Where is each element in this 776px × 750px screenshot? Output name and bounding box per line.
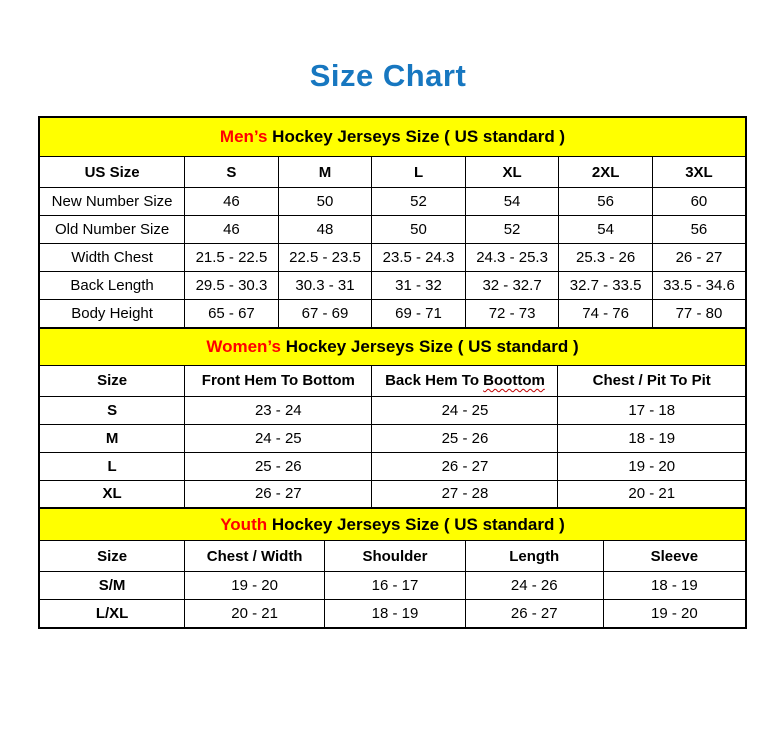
mens-size-value: 74 - 76 bbox=[559, 300, 653, 328]
mens-size-value: 48 bbox=[278, 216, 372, 244]
womens-section-title bbox=[39, 328, 746, 366]
womens-row-label: S bbox=[39, 396, 185, 424]
mens-size-value: 25.3 - 26 bbox=[559, 244, 653, 272]
youth-column-header: Shoulder bbox=[325, 541, 466, 572]
mens-section-title-rest: Hockey Jerseys Size ( US standard ) bbox=[267, 127, 566, 146]
youth-size-value: 19 - 20 bbox=[603, 600, 746, 628]
mens-column-header: 2XL bbox=[559, 157, 653, 188]
womens-size-value: 18 - 19 bbox=[558, 424, 746, 452]
mens-size-value: 21.5 - 22.5 bbox=[185, 244, 279, 272]
mens-size-value: 67 - 69 bbox=[278, 300, 372, 328]
mens-row-label: Body Height bbox=[39, 300, 185, 328]
mens-row-label: Old Number Size bbox=[39, 216, 185, 244]
mens-section-title-highlight: Men’s bbox=[219, 127, 268, 146]
womens-size-value: 26 - 27 bbox=[185, 480, 372, 508]
youth-section-title bbox=[39, 508, 746, 541]
youth-table-row bbox=[39, 572, 746, 600]
mens-size-value: 50 bbox=[372, 216, 466, 244]
mens-column-header: S bbox=[185, 157, 279, 188]
mens-size-value: 72 - 73 bbox=[465, 300, 559, 328]
youth-section-title-highlight: Youth bbox=[220, 514, 268, 534]
youth-column-header: Length bbox=[465, 541, 603, 572]
mens-size-value: 31 - 32 bbox=[372, 272, 466, 300]
womens-section-title-highlight: Women’s bbox=[206, 336, 281, 356]
mens-size-value: 29.5 - 30.3 bbox=[185, 272, 279, 300]
womens-size-value: 17 - 18 bbox=[558, 396, 746, 424]
youth-column-header: Chest / Width bbox=[185, 541, 325, 572]
mens-column-header: L bbox=[372, 157, 466, 188]
youth-size-value: 19 - 20 bbox=[185, 572, 325, 600]
mens-table-row bbox=[39, 272, 746, 300]
youth-table-row bbox=[39, 600, 746, 628]
youth-row-label: L/XL bbox=[39, 600, 185, 628]
womens-size-value: 24 - 25 bbox=[372, 396, 558, 424]
mens-size-value: 46 bbox=[185, 188, 279, 216]
mens-size-value: 30.3 - 31 bbox=[278, 272, 372, 300]
mens-row-label: New Number Size bbox=[39, 188, 185, 216]
womens-band-row bbox=[39, 328, 746, 366]
youth-section-title-rest: Hockey Jerseys Size ( US standard ) bbox=[267, 514, 565, 534]
youth-table-body bbox=[39, 572, 746, 628]
mens-size-value: 69 - 71 bbox=[372, 300, 466, 328]
youth-size-value: 24 - 26 bbox=[465, 572, 603, 600]
womens-table-row bbox=[39, 424, 746, 452]
mens-size-value: 26 - 27 bbox=[652, 244, 746, 272]
womens-size-value: 23 - 24 bbox=[185, 396, 372, 424]
mens-size-value: 32 - 32.7 bbox=[465, 272, 559, 300]
womens-size-value: 25 - 26 bbox=[372, 424, 558, 452]
mens-section-title bbox=[39, 117, 746, 157]
mens-size-value: 56 bbox=[559, 188, 653, 216]
mens-size-value: 60 bbox=[652, 188, 746, 216]
youth-column-header: Sleeve bbox=[603, 541, 746, 572]
womens-size-value: 27 - 28 bbox=[372, 480, 558, 508]
mens-row-label: Back Length bbox=[39, 272, 185, 300]
mens-column-header: XL bbox=[465, 157, 559, 188]
womens-row-label: L bbox=[39, 452, 185, 480]
mens-size-value: 22.5 - 23.5 bbox=[278, 244, 372, 272]
mens-size-table bbox=[38, 116, 747, 329]
womens-row-label: XL bbox=[39, 480, 185, 508]
mens-band-row bbox=[39, 117, 746, 157]
womens-size-value: 19 - 20 bbox=[558, 452, 746, 480]
youth-header-row bbox=[39, 541, 746, 572]
womens-header-row bbox=[39, 365, 746, 396]
womens-column-header: Front Hem To Bottom bbox=[185, 365, 372, 396]
mens-header-row bbox=[39, 157, 746, 188]
youth-size-value: 18 - 19 bbox=[603, 572, 746, 600]
misspelled-word: Boottom bbox=[483, 372, 545, 389]
womens-column-header: Back Hem To Boottom bbox=[372, 365, 558, 396]
mens-size-value: 56 bbox=[652, 216, 746, 244]
mens-table-row bbox=[39, 244, 746, 272]
mens-table-row bbox=[39, 216, 746, 244]
mens-size-value: 54 bbox=[465, 188, 559, 216]
youth-size-value: 18 - 19 bbox=[325, 600, 466, 628]
mens-size-value: 33.5 - 34.6 bbox=[652, 272, 746, 300]
womens-column-header: Chest / Pit To Pit bbox=[558, 365, 746, 396]
mens-size-value: 24.3 - 25.3 bbox=[465, 244, 559, 272]
mens-size-value: 32.7 - 33.5 bbox=[559, 272, 653, 300]
mens-size-value: 23.5 - 24.3 bbox=[372, 244, 466, 272]
mens-column-header: US Size bbox=[39, 157, 185, 188]
mens-size-value: 52 bbox=[372, 188, 466, 216]
mens-column-header: 3XL bbox=[652, 157, 746, 188]
mens-table-body bbox=[39, 188, 746, 328]
womens-column-header: Size bbox=[39, 365, 185, 396]
womens-table-row bbox=[39, 396, 746, 424]
mens-size-value: 54 bbox=[559, 216, 653, 244]
size-chart-container bbox=[38, 116, 747, 629]
womens-size-value: 24 - 25 bbox=[185, 424, 372, 452]
womens-table-row bbox=[39, 452, 746, 480]
womens-size-value: 26 - 27 bbox=[372, 452, 558, 480]
mens-size-value: 46 bbox=[185, 216, 279, 244]
youth-size-table bbox=[38, 507, 747, 629]
womens-size-value: 20 - 21 bbox=[558, 480, 746, 508]
womens-section-title-rest: Hockey Jerseys Size ( US standard ) bbox=[280, 336, 579, 356]
mens-table-row bbox=[39, 188, 746, 216]
youth-row-label: S/M bbox=[39, 572, 185, 600]
mens-row-label: Width Chest bbox=[39, 244, 185, 272]
mens-size-value: 52 bbox=[465, 216, 559, 244]
page-title: Size Chart bbox=[309, 58, 467, 93]
womens-row-label: M bbox=[39, 424, 185, 452]
youth-column-header: Size bbox=[39, 541, 185, 572]
mens-size-value: 50 bbox=[278, 188, 372, 216]
mens-size-value: 77 - 80 bbox=[652, 300, 746, 328]
mens-table-row bbox=[39, 300, 746, 328]
youth-size-value: 20 - 21 bbox=[185, 600, 325, 628]
mens-column-header: M bbox=[278, 157, 372, 188]
youth-size-value: 16 - 17 bbox=[325, 572, 466, 600]
youth-size-value: 26 - 27 bbox=[465, 600, 603, 628]
womens-size-table bbox=[38, 327, 747, 510]
womens-table-body bbox=[39, 396, 746, 508]
womens-size-value: 25 - 26 bbox=[185, 452, 372, 480]
mens-size-value: 65 - 67 bbox=[185, 300, 279, 328]
womens-table-row bbox=[39, 480, 746, 508]
youth-band-row bbox=[39, 508, 746, 541]
